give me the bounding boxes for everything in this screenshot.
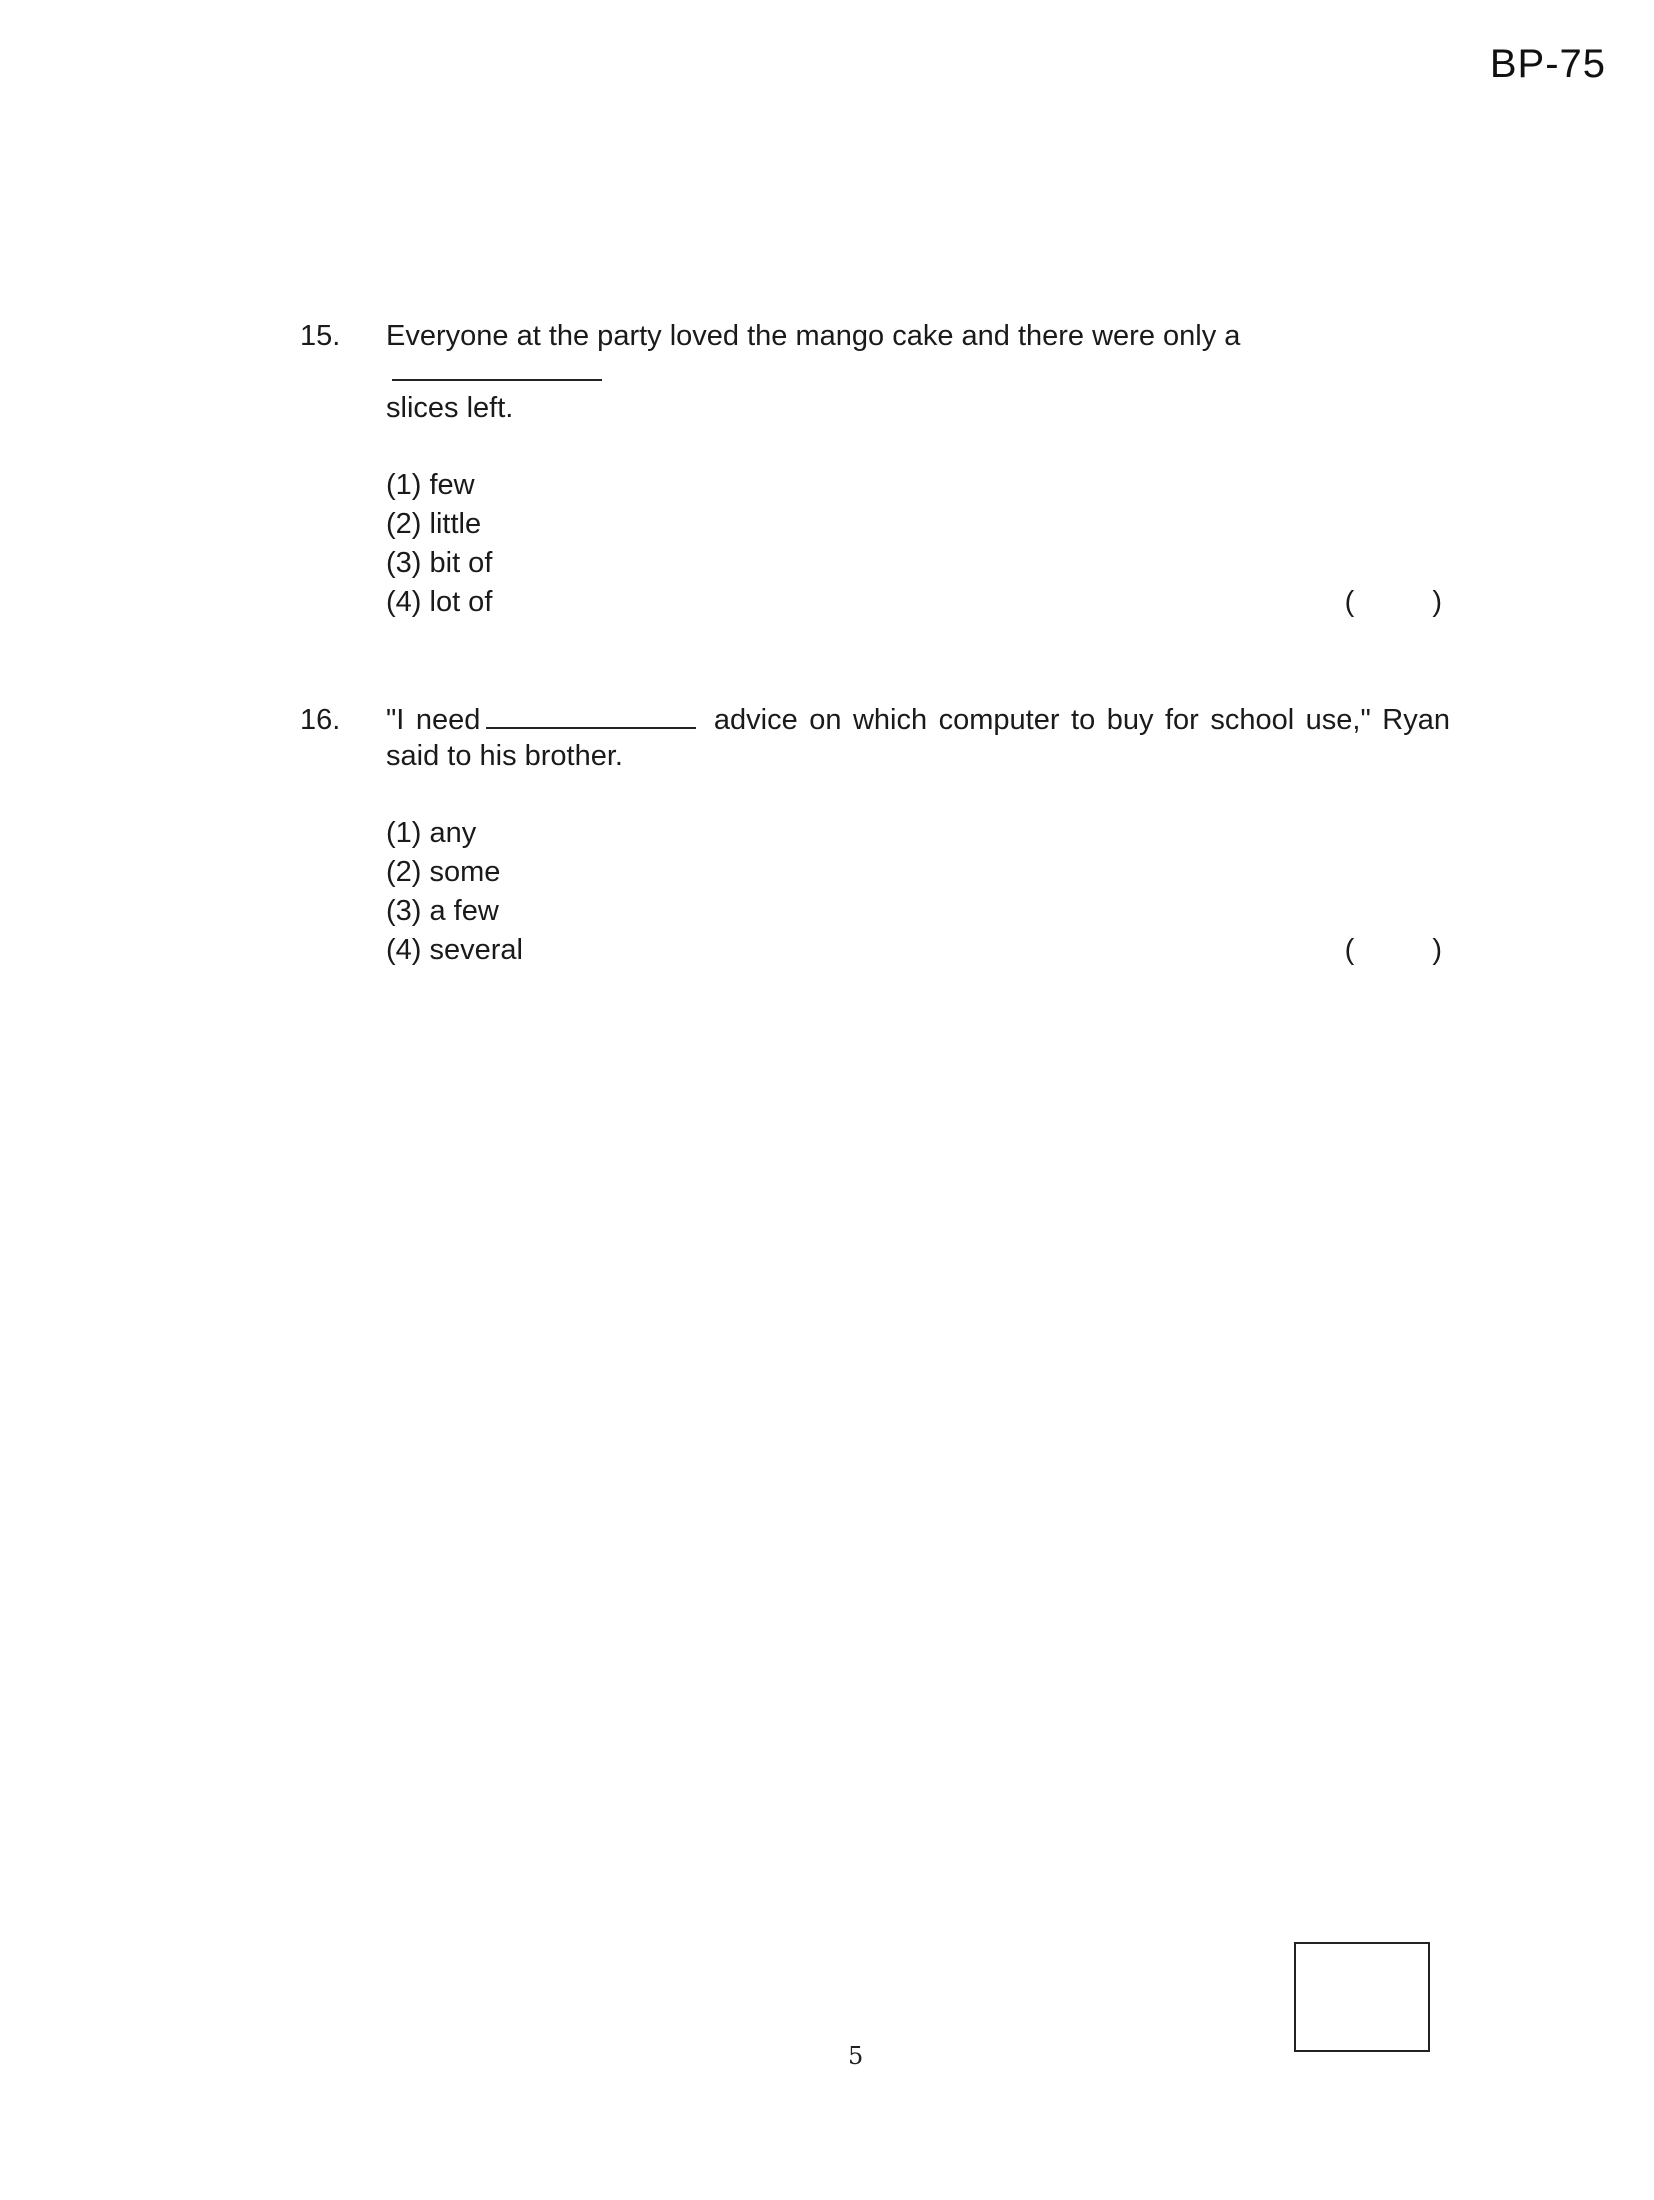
question-16 — [300, 702, 1450, 970]
answer-bracket-open: ( — [1344, 934, 1355, 966]
question-body — [386, 702, 1450, 970]
stem-text-before: Everyone at the party loved the mango cake and there were only a — [386, 320, 1241, 352]
page-code: BP-75 — [1489, 42, 1606, 86]
stem-text-before: "I need — [386, 704, 481, 736]
question-number: 15. — [300, 320, 341, 352]
answer-bracket-close: ) — [1432, 586, 1442, 618]
answer-blank — [392, 357, 602, 381]
answer-bracket[interactable] — [1345, 932, 1442, 968]
page-number: 5 — [848, 2042, 864, 2070]
stem-text-after: advice on which computer to buy for school use," Ryan said to his brother. — [386, 704, 1450, 772]
option-3[interactable]: (3) bit of — [386, 547, 493, 579]
question-body — [386, 318, 1450, 622]
option-4[interactable]: (4) several — [386, 934, 523, 966]
option-list — [386, 466, 1450, 622]
option-2[interactable]: (2) some — [386, 856, 501, 888]
option-2[interactable]: (2) little — [386, 508, 482, 540]
answer-bracket-close: ) — [1432, 934, 1442, 966]
answer-bracket-open: ( — [1344, 586, 1355, 618]
option-3[interactable]: (3) a few — [386, 895, 499, 927]
option-1[interactable]: (1) any — [386, 817, 477, 849]
question-stem — [386, 318, 1450, 426]
answer-blank — [486, 705, 696, 729]
answer-bracket[interactable] — [1345, 584, 1442, 620]
option-list — [386, 814, 1450, 970]
question-stem — [386, 702, 1450, 774]
stem-text-after: slices left. — [386, 392, 514, 424]
option-1[interactable]: (1) few — [386, 469, 475, 501]
question-number: 16. — [300, 704, 341, 736]
score-box — [1294, 1942, 1430, 2052]
question-15 — [300, 318, 1450, 622]
option-4[interactable]: (4) lot of — [386, 586, 493, 618]
